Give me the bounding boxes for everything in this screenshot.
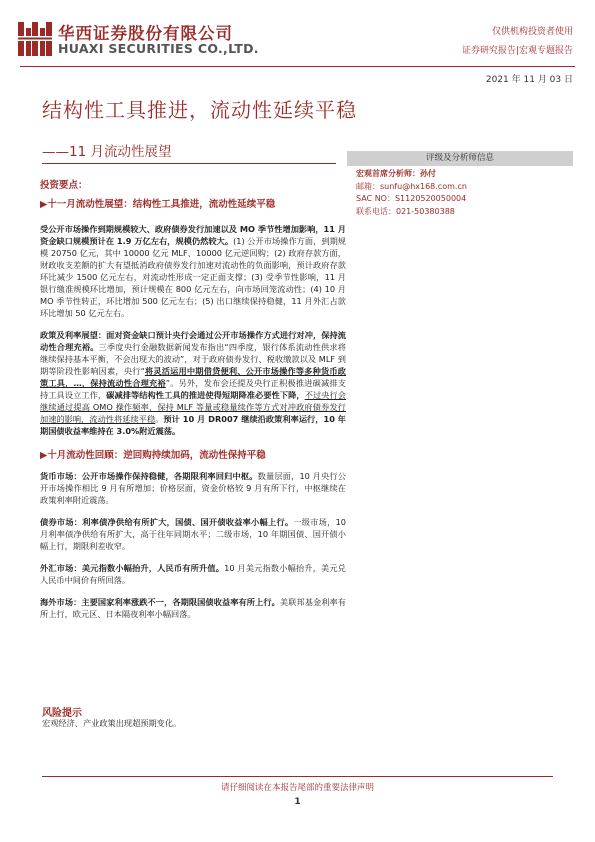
paragraph-body: 数量层面，10 月央行公开市场操作相比 9 月有所增加；价格层面，资金价格较 9 月有所下行，中枢继续在政策利率附近震荡。: [40, 471, 346, 505]
risk-title: 风险提示: [42, 708, 82, 719]
paragraph-money-market: [40, 470, 346, 506]
section-title: 投资要点：: [40, 180, 88, 191]
heading-november-outlook: ▶十一月流动性展望：结构性工具推进，流动性延续平稳: [40, 199, 276, 210]
paragraph-lead: 海外市场：主要国家利率涨跌不一，各期限国债收益率有所上行。: [40, 597, 280, 607]
heading-october-review: ▶十月流动性回顾：逆回购持续加码，流动性保持平稳: [40, 450, 266, 461]
huaxi-logo-icon: [18, 22, 52, 56]
analyst-email: 邮箱：sunfu@hx168.com.cn: [356, 181, 467, 191]
paragraph-lead: 债券市场：利率债净供给有所扩大，国债、国开债收益率小幅上行。: [40, 517, 294, 527]
paragraph-body: 一级市场，10 月利率债净供给有所扩大，高于往年同期水平；二级市场，10 年期国债、国开债小幅上行，期限利差收窄。: [40, 517, 346, 551]
paragraph-fx-market: [40, 562, 346, 586]
analyst-sac-number: SAC NO：S1120520050004: [356, 194, 467, 203]
main-content: [40, 180, 346, 620]
paragraph-policy-outlook: [40, 329, 346, 437]
paragraph-body: 10 月美元指数小幅抬升，美元兑人民币中间价有所回落。: [40, 563, 346, 585]
page-number: 1: [294, 797, 301, 807]
paragraph-body: 美联邦基金利率有所上行，欧元区、日本隔夜利率小幅回落。: [40, 597, 346, 619]
paragraph-body: ”。另外，发布会还提及央行正积极推进碳减排支持工具设立工作，: [40, 378, 346, 400]
analyst-name: 宏观首席分析师：孙付: [356, 169, 436, 178]
analyst-phone: 联系电话：021-50380388: [356, 206, 455, 216]
paragraph-body: 。: [155, 414, 164, 424]
report-type-tag: 证券研究报告|宏观专题报告: [461, 46, 573, 56]
analyst-sidebar: [347, 151, 573, 218]
paragraph-emphasis: 碳减排等结构性工具的推进使得短期降准必要性下降，: [106, 390, 305, 400]
paragraph-lead: 政策及利率展望：面对资金缺口预计央行会通过公开市场操作方式进行对冲，保持流动性合理充裕。: [40, 330, 346, 352]
paragraph-lead: 受公开市场操作到期规模较大、政府债券发行加速以及 MO 季节性增加影响，11 月资金缺口规模预计在 1.9 万亿左右，规模仍然较大。: [40, 224, 346, 246]
paragraph-body: 三季度央行金融数据新闻发布指出“四季度，银行体系流动性供求将继续保持基本平衡，不会出现大的波动”，对于政府债券发行、税收缴款以及 MLF 到期等阶段性影响因素，央行“: [40, 342, 346, 376]
header-divider: [20, 66, 575, 67]
paragraph-overseas-market: [40, 596, 346, 620]
brand-name-cn: 华西证券股份有限公司: [58, 24, 233, 43]
report-date: 2021 年 11 月 03 日: [485, 75, 573, 85]
sidebar-header: 评级及分析师信息: [347, 151, 573, 166]
paragraph-body: (1) 公开市场操作方面，到期规模 20750 亿元，其中 10000 亿元 MLF、10000 亿元逆回购；(2) 政府存款方面，财政收支差额的扩大有望抵消政府债券发行加速对流动性的负面影响，预计政府存款环比减少 1500 亿元左右，对流动性形成一定正面支撑；(3) 受季节性影响，11 月银行缴准规模环比增加，预计规模在 800 亿元左右，向市场回笼流动性；(4) 10 月 MO 季节性转正，环比增加 500 亿元左右；(5) 出口继续保持稳健，11 月外汇占款环比增加 50 亿元左右。: [40, 236, 346, 318]
investor-tag: 仅供机构投资者使用: [491, 27, 573, 37]
legal-notice-link[interactable]: 请仔细阅读在本报告尾部的重要法律声明: [220, 783, 374, 793]
paragraph-quote: 将灵活运用中期借贷便利、公开市场操作等多种货币政策工具，…，保持流动性合理充裕: [40, 366, 346, 388]
paragraph-lead: 货币市场：公开市场操作保持稳健，各期限利率回归中枢。: [40, 471, 258, 481]
footer-divider: [42, 776, 553, 777]
paragraph-funding-gap: [40, 223, 346, 319]
paragraph-emphasis: 预计 10 月 DR007 继续沿政策利率运行，10 年期国债收益率维持在 3.0%附近震荡。: [40, 414, 346, 436]
paragraph-underlined: 不过央行会继续通过提高 OMO 操作频率，保持 MLF 等量或稳量续作等方式对冲政府债券发行加速的影响，流动性将延续平稳: [40, 390, 346, 424]
brand-name-en: HUAXI SECURITIES CO.,LTD.: [58, 41, 259, 56]
report-title: 结构性工具推进，流动性延续平稳: [42, 98, 357, 122]
paragraph-bond-market: [40, 516, 346, 552]
subtitle-divider: [42, 163, 336, 164]
report-subtitle: ——11 月流动性展望: [42, 144, 172, 160]
risk-text: 宏观经济、产业政策出现超预期变化。: [42, 718, 182, 728]
paragraph-lead: 外汇市场：美元指数小幅抬升，人民币有所升值。: [40, 563, 225, 573]
